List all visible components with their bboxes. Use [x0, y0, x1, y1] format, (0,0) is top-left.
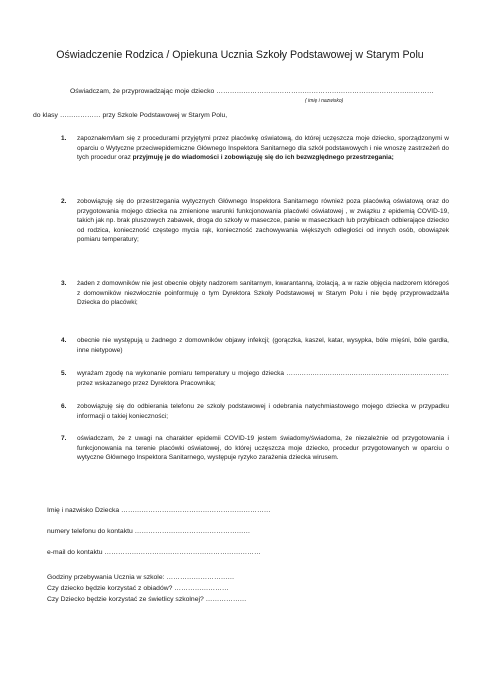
email-field[interactable]: e-mail do kontaktu ……………………………………………………………: [47, 549, 261, 556]
list-item-number: 5.: [61, 370, 67, 377]
list-item-text: [77, 134, 449, 163]
list-item-number: 6.: [61, 403, 67, 410]
list-item-text: zobowiązuję się do przestrzegania wytycznych Głównego Inspektora Sanitarnego również poza placówką oświatową oraz do przygotowania mojego dziecka na zmienione warunki funkcjonowania placówki oświatowej , w związku z epidemią COVID-19, takich jak np. brak pluszowych zabawek, droga do szkoły w maseczce, panie w maseczkach lub przyłbicach odbierające dziecko od rodzica, konieczność częstego mycia rąk, konieczność zachowywania większych odległości od innych osób, obowiązek pomiaru temperatury;: [77, 198, 449, 244]
child-name-field[interactable]: Imię i nazwisko Dziecka …………………………………………………………: [47, 507, 271, 514]
list-item-text: obecnie nie występują u żadnego z domowników objawy infekcji; (gorączka, kaszel, katar, wysypka, bóle mięśni, bóle gardła, inne nietypowe): [77, 337, 449, 354]
list-item-text: oświadczam, że z uwagi na charakter epidemii COVID-19 jestem świadomy/świadoma, że niezależnie od przygotowania i funkcjonowania na terenie placówki oświatowej, do której uczęszcza moje dziecko, procedur przygotowanych w oparciu o wytyczne Głównego Inspektora Sanitarnego, występuje ryzyko zarażenia dziecka wirusem.: [77, 435, 449, 462]
lunch-field[interactable]: Czy dziecko będzie korzystać z obiadów? ……………………: [47, 585, 229, 592]
list-item-number: 1.: [61, 135, 67, 142]
declaration-line: Oświadczam, że przyprowadzając moje dziecko ……………………………………………………………………………………: [70, 88, 434, 95]
phone-field[interactable]: numery telefonu do kontaktu ……………………………………………: [47, 528, 251, 535]
list-item-number: 2.: [61, 198, 67, 205]
list-item-text-bold: przyjmuję je do wiadomości i zobowiązuję się do ich bezwzględnego przestrzegania;: [132, 154, 394, 162]
declaration-class-line: do klasy ……………… przy Szkole Podstawowej w Starym Polu,: [33, 112, 228, 119]
list-item-text-plain: zapoznałem/łam się z procedurami przyjętymi przez placówkę oświatową, do której uczęszcza moje dziecko, sporządzonymi w oparciu o Wytyczne przeciwepidemiczne Głównego Inspektora Sanitarnego dla szkół podstawowych i nie wnoszę zastrzeżeń do tych procedur oraz: [77, 135, 449, 162]
page-title: Oświadczenie Rodzica / Opiekuna Ucznia Szkoły Podstawowej w Starym Polu: [56, 49, 424, 61]
list-item-number: 7.: [61, 435, 67, 442]
school-hours-field[interactable]: Godziny przebywania Ucznia w szkole: …………………………: [47, 574, 235, 581]
list-item-number: 4.: [61, 337, 67, 344]
list-item-number: 3.: [61, 280, 67, 287]
declaration-name-caption: ( imię i nazwisko): [305, 98, 344, 104]
list-item-text: żaden z domowników nie jest obecnie objęty nadzorem sanitarnym, kwarantanną, izolacją, a w razie objęcia nadzorem któregoś z domowników niezwłocznie poinformuję o tym Dyrektora Szkoły Podstawowej w Starym Polu i nie będę przyprowadzał/la Dziecka do placówki;: [77, 280, 449, 307]
list-item-text: zobowiązuję się do odbierania telefonu ze szkoły podstawowej i odebrania natychmiastowego mojego dziecka w przypadku informacji o takiej konieczności;: [77, 403, 449, 420]
common-room-field[interactable]: Czy Dziecko będzie korzystać ze świetlicy szkolnej? ………………: [47, 596, 247, 603]
list-item-text: wyrażam zgodę na wykonanie pomiaru temperatury u mojego dziecka ………………………………………………………………… przez wskazanego przez Dyrektora Pracownika;: [77, 370, 449, 387]
